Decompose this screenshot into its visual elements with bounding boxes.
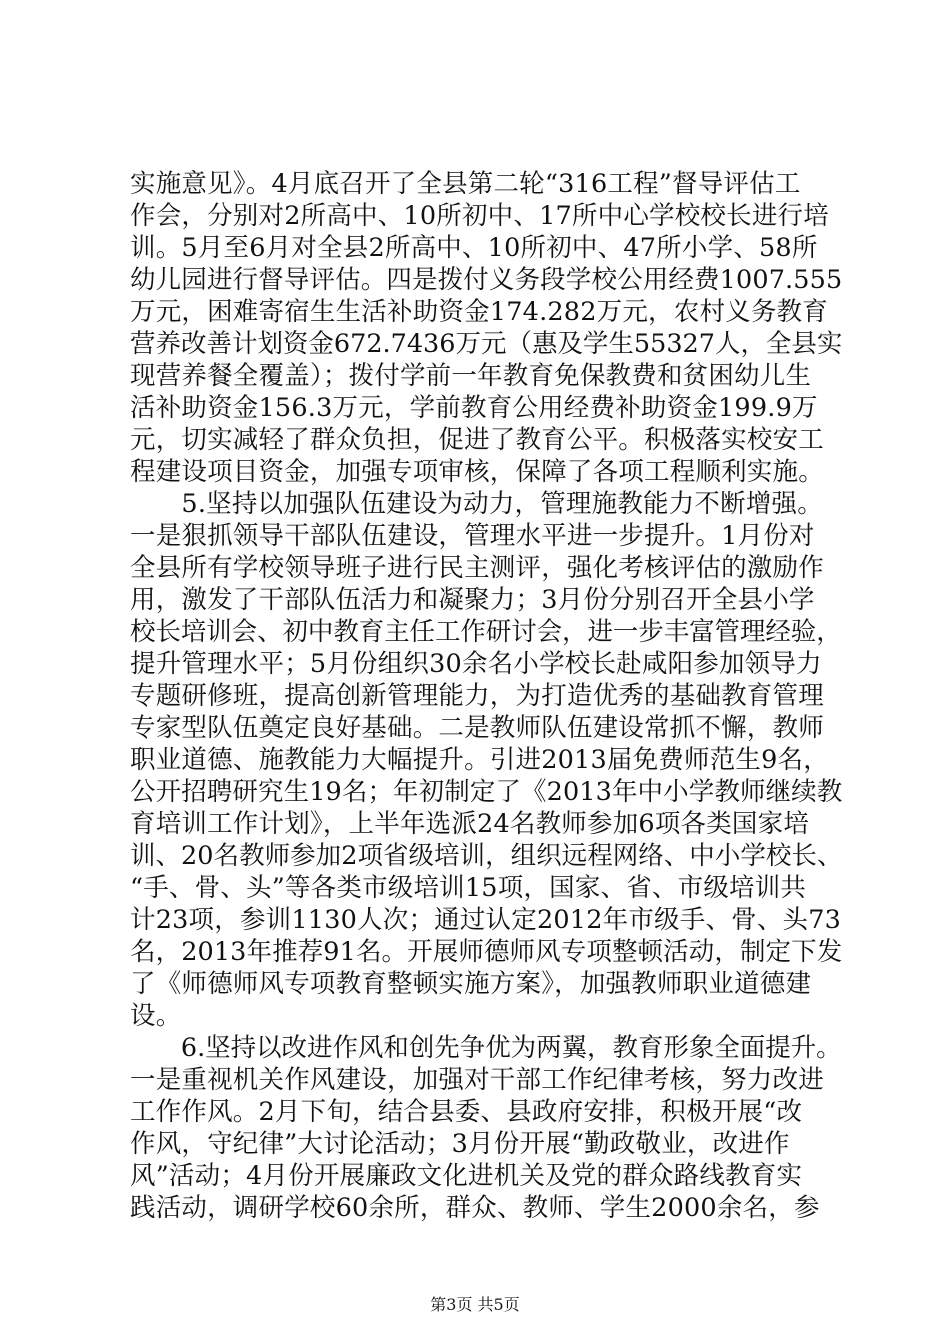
body-line: 风”活动；4月份开展廉政文化进机关及党的群众路线教育实 [130, 1161, 803, 1191]
body-line: 名，2013年推荐91名。开展师德师风专项整顿活动，制定下发 [130, 937, 843, 967]
body-line: 工作作风。2月下旬，结合县委、县政府安排，积极开展“改 [130, 1097, 803, 1127]
body-line: 一是重视机关作风建设，加强对干部工作纪律考核，努力改进 [130, 1065, 824, 1095]
body-line: 作会，分别对2所高中、10所初中、17所中心学校校长进行培 [130, 201, 829, 231]
body-line: 职业道德、施教能力大幅提升。引进2013届免费师范生9名， [130, 745, 829, 775]
body-line: 实施意见》。4月底召开了全县第二轮“316工程”督导评估工 [130, 169, 801, 199]
body-line: 训、20名教师参加2项省级培训，组织远程网络、中小学校长、 [130, 841, 843, 871]
paragraph-start-line: 6.坚持以改进作风和创先争优为两翼，教育形象全面提升。 [130, 1033, 842, 1063]
body-line: 校长培训会、初中教育主任工作研讨会，进一步丰富管理经验， [130, 617, 842, 647]
body-line: “手、骨、头”等各类市级培训15项，国家、省、市级培训共 [130, 873, 807, 903]
page-number-footer: 第3页 共5页 [430, 1295, 520, 1314]
body-line: 育培训工作计划》，上半年选派24名教师参加6项各类国家培 [130, 809, 810, 839]
body-line: 训。5月至6月对全县2所高中、10所初中、47所小学、58所 [130, 233, 818, 263]
body-line: 幼儿园进行督导评估。四是拨付义务段学校公用经费1007.555 [130, 265, 843, 295]
body-line: 提升管理水平；5月份组织30余名小学校长赴咸阳参加领导力 [130, 649, 822, 679]
body-line: 全县所有学校领导班子进行民主测评，强化考核评估的激励作 [130, 553, 824, 583]
body-line: 了《师德师风专项教育整顿实施方案》，加强教师职业道德建 [130, 969, 812, 999]
body-line: 设。 [130, 1001, 182, 1031]
body-line: 专题研修班，提高创新管理能力，为打造优秀的基础教育管理 [130, 681, 824, 711]
body-line: 活补助资金156.3万元，学前教育公用经费补助资金199.9万 [130, 393, 818, 423]
body-line: 用，激发了干部队伍活力和凝聚力；3月份分别召开全县小学 [130, 585, 815, 615]
body-line: 程建设项目资金，加强专项审核，保障了各项工程顺利实施。 [130, 457, 824, 487]
body-line: 践活动，调研学校60余所，群众、教师、学生2000余名，参 [130, 1193, 820, 1223]
body-line: 公开招聘研究生19名；年初制定了《2013年中小学教师继续教 [130, 777, 843, 807]
body-line: 一是狠抓领导干部队伍建设，管理水平进一步提升。1月份对 [130, 521, 815, 551]
body-line: 现营养餐全覆盖）；拨付学前一年教育免保教费和贫困幼儿生 [130, 361, 812, 391]
body-line: 专家型队伍奠定良好基础。二是教师队伍建设常抓不懈，教师 [130, 713, 824, 743]
body-line: 营养改善计划资金672.7436万元（惠及学生55327人，全县实 [130, 329, 843, 359]
body-line: 计23项，参训1130人次；通过认定2012年市级手、骨、头73 [130, 905, 842, 935]
body-line: 作风，守纪律”大讨论活动；3月份开展“勤政敬业，改进作 [130, 1129, 790, 1159]
body-line: 元，切实减轻了群众负担，促进了教育公平。积极落实校安工 [130, 425, 824, 455]
document-body [130, 168, 843, 1224]
paragraph-start-line: 5.坚持以加强队伍建设为动力，管理施教能力不断增强。 [130, 489, 823, 519]
body-line: 万元，困难寄宿生生活补助资金174.282万元，农村义务教育 [130, 297, 828, 327]
